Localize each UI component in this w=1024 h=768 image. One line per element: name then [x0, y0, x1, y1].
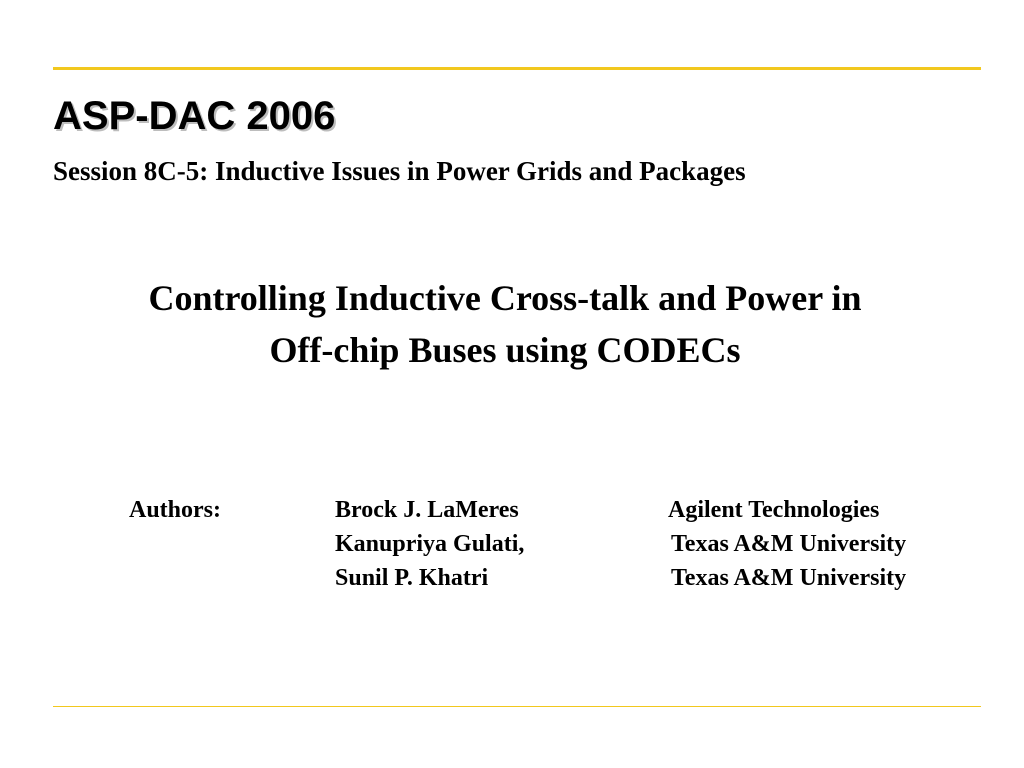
author-name: Kanupriya Gulati,: [335, 531, 525, 557]
author-affiliation: Texas A&M University: [671, 531, 907, 557]
authors-label: Authors:: [129, 497, 222, 523]
session-subtitle: Session 8C-5: Inductive Issues in Power Grids and Packages: [53, 156, 746, 186]
top-divider: [53, 67, 981, 70]
paper-title: [0, 272, 1010, 376]
author-name: Brock J. LaMeres: [335, 497, 519, 523]
bottom-divider: [53, 706, 981, 707]
paper-title-line-1: Controlling Inductive Cross-talk and Power in: [148, 278, 862, 318]
paper-title-line-2: Off-chip Buses using CODECs: [269, 330, 741, 370]
author-name: Sunil P. Khatri: [335, 565, 489, 591]
conference-title: ASP-DAC 2006: [53, 94, 336, 138]
author-affiliation: Texas A&M University: [671, 565, 907, 591]
author-affiliation: Agilent Technologies: [668, 497, 880, 523]
